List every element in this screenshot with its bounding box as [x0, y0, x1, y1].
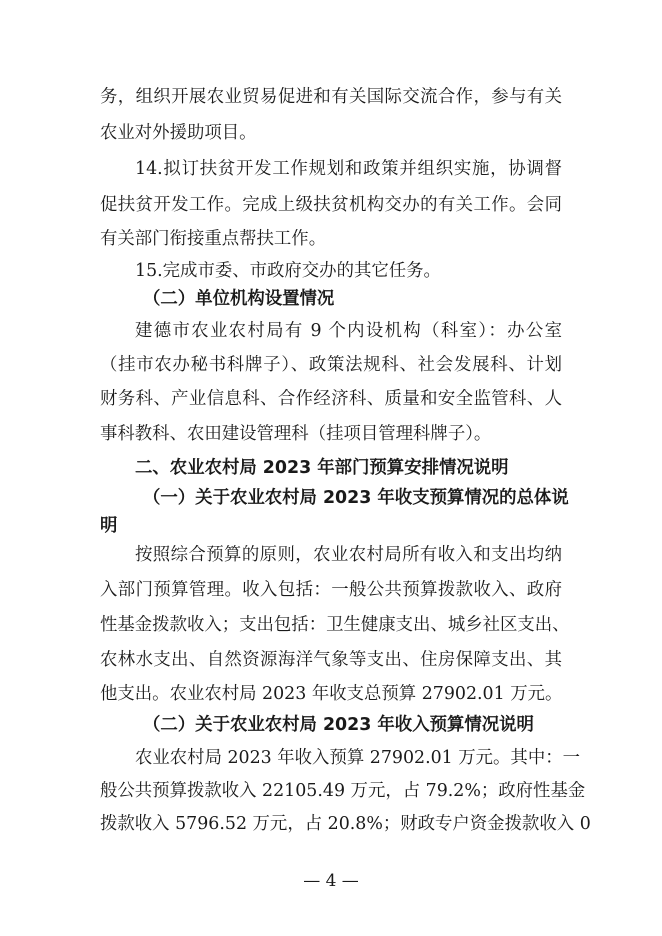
list-item-15: 15.完成市委、市政府交办的其它任务。 — [135, 261, 441, 281]
body-text-line: 般公共预算拨款收入 22105.49 万元，占 79.2%；政府性基金 — [100, 781, 586, 801]
body-text-line: 拨款收入 5796.52 万元，占 20.8%；财政专户资金拨款收入 0 — [100, 814, 591, 834]
body-text-line: 农林水支出、自然资源海洋气象等支出、住房保障支出、其 — [100, 650, 562, 670]
body-text-line: 务，组织开展农业贸易促进和有关国际交流合作，参与有关 — [100, 87, 562, 107]
body-text-line: 性基金拨款收入；支出包括：卫生健康支出、城乡社区支出、 — [100, 615, 570, 635]
body-text-line: 促扶贫开发工作。完成上级扶贫机构交办的有关工作。会同 — [100, 195, 562, 215]
body-text-line: 农业对外援助项目。 — [100, 123, 257, 143]
page-number: — 4 — — [303, 871, 359, 891]
body-text-line: 建德市农业农村局有 9 个内设机构（科室）：办公室 — [135, 321, 562, 341]
body-text-line: 农业农村局 2023 年收入预算 27902.01 万元。其中：一 — [135, 748, 580, 768]
section-heading-unit-setup: （二）单位机构设置情况 — [143, 289, 335, 309]
section-heading-income: （二）关于农业农村局 2023 年收入预算情况说明 — [143, 715, 534, 735]
body-text-line: 事科教科、农田建设管理科（挂项目管理科牌子）。 — [100, 424, 492, 444]
body-text-line: 按照综合预算的原则，农业农村局所有收入和支出均纳 — [135, 545, 562, 565]
body-text-line: 他支出。农业农村局 2023 年收支总预算 27902.01 万元。 — [100, 684, 563, 704]
body-text-line: 有关部门衔接重点帮扶工作。 — [100, 229, 327, 249]
section-heading-overview-cont: 明 — [100, 516, 118, 536]
body-text-line: 入部门预算管理。收入包括：一般公共预算拨款收入、政府 — [100, 580, 562, 600]
list-item-14: 14.拟订扶贫开发工作规划和政策并组织实施，协调督 — [135, 159, 562, 179]
body-text-line: （挂市农办秘书科牌子）、政策法规科、社会发展科、计划 — [100, 355, 562, 375]
chapter-heading-budget: 二、农业农村局 2023 年部门预算安排情况说明 — [135, 458, 509, 478]
body-text-line: 财务科、产业信息科、合作经济科、质量和安全监管科、人 — [100, 389, 562, 409]
section-heading-overview: （一）关于农业农村局 2023 年收支预算情况的总体说 — [143, 488, 569, 508]
